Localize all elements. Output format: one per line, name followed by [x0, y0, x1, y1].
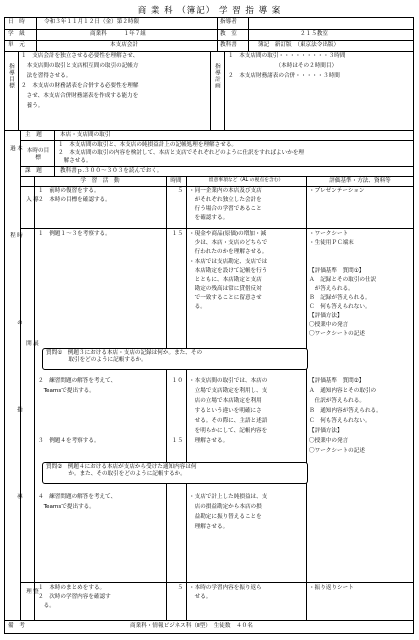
dev1-notes-6: とともに、本店勘定と支店 — [189, 277, 262, 283]
task-value: 教科書ｐ.３００～３０３を読んでおく。 — [60, 168, 163, 174]
question-2-line-1: 質問② 例題４における本店が支店から受けた通知内容は何 — [46, 464, 197, 470]
objective-label: 本時の目標 — [26, 148, 50, 161]
dev2-time: １０ — [171, 378, 183, 384]
phase-intro: 導入 — [24, 196, 38, 212]
dev1-notes-3: 行われたのかを理解させる。 — [189, 249, 268, 255]
dev1-eval-11: 〇ワークシートの記述 — [309, 331, 365, 337]
dev2-eval-6: 【評価方法】 — [309, 428, 343, 434]
intro-notes-1: ・同一企業内の本店及び支店 — [189, 188, 262, 194]
dev2-eval-8: 〇ワークシートの記述 — [309, 448, 365, 454]
end-time: ５ — [177, 585, 183, 591]
question-1-line-1: 質問① 例題３における本店・支店の記録は何か。また、その — [46, 350, 203, 356]
class-value: 商業科 １年７組 — [90, 31, 146, 37]
doc-title: 商 業 科 （簿記） 学 習 指 導 案 — [137, 6, 282, 16]
dev2-notes-4: するという違いを明確にさ — [189, 408, 262, 414]
classroom-label: 教 室 — [220, 31, 237, 37]
objective-item-2: ２ 本支店間の取引の内容を検討して、本店と支店でそれぞれどのように仕訳をすればよいかを理 — [58, 150, 305, 156]
dev1-time: １５ — [171, 231, 183, 237]
dev4-notes-3: 益勘定に振り替えることを — [189, 514, 262, 520]
goals-item-2: 本支店間の取引と支店相互間の取引の記帳方 — [21, 63, 139, 69]
intro-activity-1: １ 前時の復習をする。 — [38, 188, 100, 194]
dev1-eval-7: Ｂ 記録が答えられる。 — [309, 295, 371, 301]
footer-value: 商業科・情報ビジネス科（Ⅱ型） 生徒数 ４０名 — [130, 623, 253, 629]
question-2-box — [42, 462, 308, 484]
phase-end: 整理 — [24, 588, 38, 604]
end-notes-1: ・本時の学習内容を振り返ら — [189, 585, 262, 591]
goals-item-5: させ、本支店合併財務諸表を作成する能力を — [21, 93, 139, 99]
dev2-eval-7: 〇授業中の発言 — [309, 438, 349, 444]
intro-notes-4: を確認する。 — [189, 215, 229, 221]
dev1-eval-6: が答えられる。 — [309, 286, 354, 292]
plan-item-2: （本時はその２時間目） — [228, 63, 338, 69]
goals-item-3: 法を習得させる。 — [21, 73, 72, 79]
dev1-notes-9: る。 — [189, 304, 206, 310]
dev1-notes-5: 本店勘定を設けて記帳を行う — [189, 268, 268, 274]
dev4-notes-2: 店の損益勘定から本店の損 — [189, 504, 262, 510]
task-label: 課 題 — [25, 168, 42, 174]
goals-item-6: 養う。 — [21, 103, 44, 109]
dev2-eval-2: Ａ 通知内容とその取引の — [309, 388, 377, 394]
phase-dev: 展開 — [24, 340, 38, 466]
dev4-activity-1: ４ 練習問題の解答を考えて、 — [38, 494, 117, 500]
dev3-activity: ３ 例題４を考察する。 — [38, 438, 100, 444]
date-value: 令和３年１１月１２日（金）第２時限 — [44, 19, 140, 25]
intro-activity-2: ２ 本時の目標を確認する。 — [38, 197, 111, 203]
plan-item-1: １ 本支店間の取引・・・・・・・・・３時間 — [228, 53, 346, 59]
dev2-notes-2: 立場で支店勘定を利用し、支 — [189, 388, 268, 394]
dev1-eval-8: Ｃ 何も答えられない。 — [309, 304, 371, 310]
dev2-eval-5: Ｃ 何も答えられない。 — [309, 418, 371, 424]
lesson-plan-frame — [4, 17, 414, 634]
goals-item-4: ２ 本支店の財務諸表を合併する必要性を理解 — [21, 83, 139, 89]
dev2-notes-1: ・本支店間の取引では、本店の — [189, 378, 268, 384]
dev4-notes-4: 理解させる。 — [189, 524, 229, 530]
textbook-label: 教科書 — [220, 42, 237, 48]
dev1-eval-1: ・ワークシート — [309, 231, 349, 237]
unit-value: 本支店会計 — [110, 42, 138, 48]
dev1-activity: １ 例題１～３を考察する。 — [38, 231, 111, 237]
theme-value: 本店・支店間の取引 — [60, 132, 111, 138]
plan-item-3: ２ 本支店財務諸表の合併・・・・・３時間 — [228, 73, 340, 79]
end-activity-1: １ 本時のまとめをする。 — [38, 585, 106, 591]
intro-time: ５ — [177, 188, 183, 194]
dev2-notes-3: 店の立場で本店勘定を利用 — [189, 398, 262, 404]
dev2-activity-1: ２ 練習問題の解答を考えて、 — [38, 378, 117, 384]
end-eval: ・振り返りシート — [309, 585, 354, 591]
dev1-notes-1: ・現金や商品(原価)の増加・減 — [189, 231, 267, 237]
question-1-line-2: 取引をどのように記帳するか。 — [46, 356, 147, 363]
dev1-eval-10: 〇授業中の発言 — [309, 322, 349, 328]
dev1-eval-2: ・生徒用ＰＣ端末 — [309, 240, 354, 246]
dev2-notes-6: を明らかにして、記帳内容を — [189, 428, 268, 434]
dev1-notes-2: 少は、本店・支店のどちらで — [189, 240, 268, 246]
dev1-eval-5: Ａ 記録とその取引の仕訳 — [309, 277, 377, 283]
objective-item-1: １ 本支店間の取引と、本支店の純損益計上の記帳処理を理解させる。 — [58, 142, 238, 148]
date-label: 日 時 — [8, 19, 25, 25]
goals-item-1: １ 支店会計を独立させる必要性を理解させ、 — [21, 53, 139, 59]
dev1-notes-4: ・本店では支店勘定、支店では — [189, 259, 268, 265]
col-notes: 留意事項など（AL の視点を含む） — [208, 178, 284, 183]
dev1-notes-8: で一致することに留意させ — [189, 295, 262, 301]
dev4-activity-2: Teamsで提出する。 — [38, 504, 95, 510]
intro-notes-2: がそれぞれ独立した会計を — [189, 197, 262, 203]
unit-label: 単 元 — [8, 42, 25, 48]
dev1-eval-4: 【評価基準 質問①】 — [309, 268, 365, 274]
dev2-eval-3: 仕訳が答えられる。 — [309, 398, 365, 404]
dev1-notes-7: 勘定の残高は常に貸借反対 — [189, 286, 262, 292]
dev4-notes-1: ・支店で計上した純損益は、支 — [189, 494, 268, 500]
intro-eval: ・プレゼンテーション — [309, 188, 365, 194]
theme-label: 主 題 — [25, 132, 42, 138]
question-2-line-2: か。また、その取引をどのように記帳するか。 — [46, 470, 186, 477]
plan-label: 指導計画 — [213, 63, 220, 90]
end-activity-2: ２ 次時の学習内容を確認す — [38, 594, 111, 600]
question-1-box — [42, 348, 308, 370]
instructor-label: 指導者 — [220, 19, 237, 25]
goals-label: 指導目標 — [7, 63, 14, 90]
dev2-eval-1: 【評価基準 質問②】 — [309, 378, 365, 384]
dev2-activity-2: Teamsで提出する。 — [38, 388, 95, 394]
col-time: 時間 — [170, 178, 182, 184]
col-eval: 評価基準・方法、資料等 — [329, 178, 391, 184]
lesson-side-label: 本 時 の 指 導 過 程 — [8, 145, 22, 582]
dev3-time: １５ — [171, 438, 183, 444]
dev2-notes-5: せる。その際に、主語と述語 — [189, 418, 268, 424]
classroom-value: ２１５教室 — [300, 31, 328, 37]
end-activity-3: る。 — [38, 603, 55, 609]
dev2-notes-7: 理解させる。 — [189, 438, 229, 444]
textbook-value: 簿記 新訂版 （東京法令出版） — [258, 42, 340, 48]
end-notes-2: せる。 — [189, 594, 212, 600]
col-activity: 学 習 活 動 — [80, 178, 120, 184]
objective-item-3: 解させる。 — [58, 158, 92, 164]
dev2-eval-4: Ｂ 通知内容が答えられる。 — [309, 408, 382, 414]
footer-label: 備 考 — [8, 623, 25, 629]
dev1-eval-9: 【評価方法】 — [309, 313, 343, 319]
class-label: 学 級 — [8, 31, 25, 37]
intro-notes-3: 行う場合の学習であること — [189, 206, 262, 212]
